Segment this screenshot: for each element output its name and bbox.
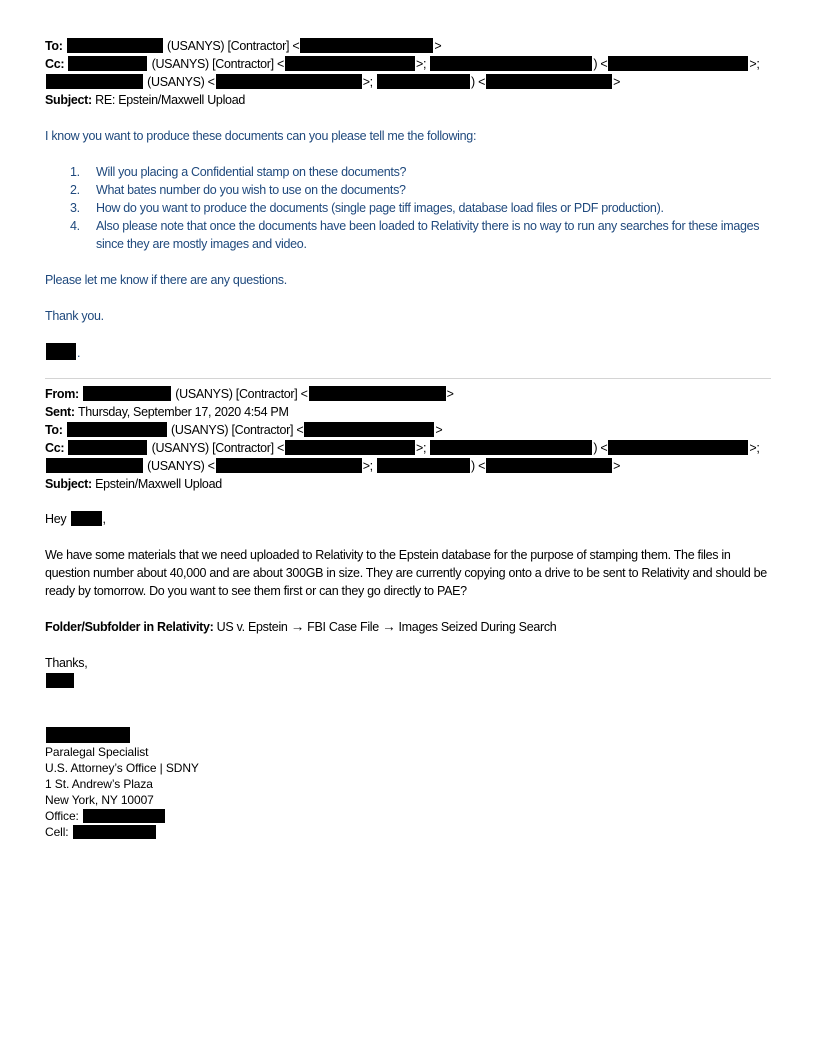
redaction-box [608,56,748,71]
text-run: Hey [45,512,70,526]
text-run: Epstein/Maxwell Upload [95,477,222,491]
text-run: >; [749,57,760,71]
field-label: Folder/Subfolder in Relativity: [45,620,217,634]
thanks-line: Thanks, [45,656,88,670]
signature-address-2: New York, NY 10007 [45,793,154,807]
intro-sentence: I know you want to produce these documents can you please tell me the following: [45,129,477,143]
text-run: FBI Case File [303,620,383,634]
text-run: Images Seized During Search [395,620,557,634]
field-label: Cc: [45,57,68,71]
list-number: 1. [70,165,80,179]
text-run: >; [415,441,430,455]
text-run: (USANYS) [Contractor] < [167,423,304,437]
redaction-box [486,458,612,473]
field-label: From: [45,387,83,401]
redaction-box [300,38,433,53]
field-label: Subject: [45,93,96,107]
signature-cell-phone [45,824,771,840]
redaction-box [46,727,130,743]
list-item-text: Will you placing a Confidential stamp on these documents? [96,165,407,179]
numbered-list [45,163,771,253]
text-run: ) < [471,75,486,89]
text-run: > [613,459,621,473]
signature-organization: U.S. Attorney’s Office | SDNY [45,761,199,775]
text-run: > [435,423,443,437]
reply-email-header [45,37,771,109]
text-run: RE: Epstein/Maxwell Upload [95,93,246,107]
cc-line-continued [45,457,771,475]
text-run: Cell: [45,825,72,839]
list-item [45,199,771,217]
sender-name-redacted [45,672,771,690]
list-item [45,217,771,253]
list-item [45,181,771,199]
redaction-box [216,74,362,89]
to-line [45,37,771,55]
original-email-body [45,510,771,690]
text-run: >; [415,57,430,71]
redaction-box [83,809,165,823]
original-email-header [45,385,771,493]
text-run: , [102,512,106,526]
list-item-text: Also please note that once the documents have been loaded to Relativity there is no way to run any searches for these images since they are mostly images and video. [96,219,763,251]
redaction-box [608,440,748,455]
redaction-box [377,74,470,89]
redaction-box [46,343,76,360]
list-number: 3. [70,201,80,215]
signature-address-1: 1 St. Andrew’s Plaza [45,777,153,791]
field-label: To: [45,39,66,53]
text-run: > [446,387,454,401]
redaction-box [68,56,147,71]
text-run: ) < [593,441,608,455]
redaction-box [46,458,143,473]
redaction-box [216,458,362,473]
signature-name-redacted [45,727,771,744]
text-run: (USANYS) [Contractor] < [163,39,300,53]
redaction-box [285,56,415,71]
text-run: (USANYS) [Contractor] < [148,441,284,455]
field-label: To: [45,423,66,437]
text-run: US v. Epstein [216,620,291,634]
field-label: Subject: [45,477,96,491]
signature-office-phone [45,808,771,824]
redaction-box [46,673,74,688]
cc-line-continued [45,73,771,91]
text-run: . [77,346,81,360]
list-item-text: What bates number do you wish to use on the documents? [96,183,406,197]
redaction-box [430,440,592,455]
list-item [45,163,771,181]
greeting-line [45,510,771,528]
text-run: Office: [45,809,82,823]
reply-signoff-redacted [45,343,771,362]
right-arrow-icon: → [382,619,396,634]
subject-line [45,91,771,109]
text-run: ) < [593,57,608,71]
redaction-box [46,74,143,89]
text-run: (USANYS) < [144,75,215,89]
redaction-box [377,458,470,473]
reply-email-body [45,127,771,362]
text-run: (USANYS) [Contractor] < [148,57,284,71]
cc-line [45,439,771,457]
field-label: Cc: [45,441,68,455]
redaction-box [83,386,171,401]
text-run: >; [749,441,760,455]
redaction-box [430,56,592,71]
thank-you-line: Thank you. [45,309,104,323]
text-run: (USANYS) < [144,459,215,473]
text-run: > [613,75,621,89]
text-run: >; [362,459,377,473]
signature-title: Paralegal Specialist [45,745,149,759]
redaction-box [309,386,446,401]
text-run: Thursday, September 17, 2020 4:54 PM [77,405,289,419]
closing-sentence: Please let me know if there are any questions. [45,273,287,287]
text-run: > [434,39,442,53]
list-number: 2. [70,183,80,197]
redaction-box [71,511,102,526]
cc-line [45,55,771,73]
text-run: ) < [471,459,486,473]
from-line [45,385,771,403]
message-divider [45,378,771,379]
folder-subfolder-line [45,618,771,636]
redaction-box [67,38,163,53]
email-thread [45,37,771,840]
text-run: >; [362,75,377,89]
redaction-box [67,422,167,437]
redaction-box [486,74,612,89]
list-item-text: How do you want to produce the documents (single page tiff images, database load files or PDF production). [96,201,664,215]
right-arrow-icon: → [290,619,304,634]
redaction-box [304,422,434,437]
list-number: 4. [70,219,80,233]
to-line [45,421,771,439]
redaction-box [73,825,156,839]
redaction-box [68,440,147,455]
sent-line [45,403,771,421]
body-paragraph: We have some materials that we need uploaded to Relativity to the Epstein database for the purpose of stamping them. The files in question number about 40,000 and are about 300GB in size. They are currently copying onto a drive to be sent to Relativity and should be ready by tomorrow. Do you want to see them first or can they go directly to PAE? [45,548,771,598]
field-label: Sent: [45,405,78,419]
text-run: (USANYS) [Contractor] < [172,387,308,401]
signature-block [45,727,771,840]
redaction-box [285,440,415,455]
subject-line [45,475,771,493]
